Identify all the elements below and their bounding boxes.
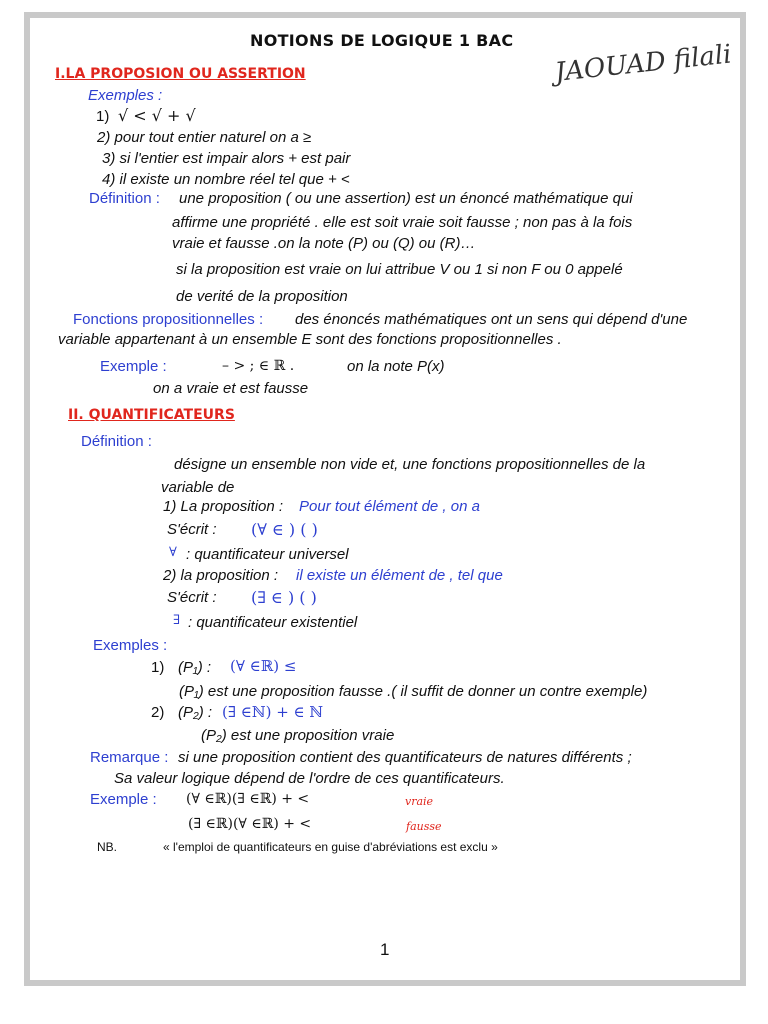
ecrit-1-label: S'écrit : [167, 521, 217, 538]
ecrit-2-math: (∃ ∈ ) ( ) [251, 588, 317, 607]
remarque-label: Remarque : [90, 749, 169, 766]
exemple-final-note-2: fausse [406, 820, 442, 833]
ex-2-2-prop: (P₂) : [178, 704, 213, 721]
example-3: 3) si l'entier est impair alors + est pair [102, 150, 351, 167]
definition-line-3: vraie et fausse .on la note (P) ou (Q) ou (R)… [172, 235, 476, 252]
section-1-heading: I.LA PROPOSION OU ASSERTION [55, 66, 306, 82]
prop-1-text: Pour tout élément de , on a [299, 498, 480, 515]
exists-description: : quantificateur existentiel [188, 614, 358, 631]
example-1-number: 1) [96, 108, 110, 125]
exemple-final-note-1: vraie [405, 795, 434, 808]
ex-2-1-math: (∀ ∈ℝ) ≤ [230, 657, 297, 675]
definition-line-1: une proposition ( ou une assertion) est un énoncé mathématique qui [179, 190, 633, 207]
ex-2-2-comment: (P₂) est une proposition vraie [201, 727, 395, 744]
definition-line-5: de verité de la proposition [176, 288, 348, 305]
ecrit-2-label: S'écrit : [167, 589, 217, 606]
example-label: Exemple : [100, 358, 167, 375]
fonctions-prop-line-1: des énoncés mathématiques ont un sens qui dépend d'une [295, 311, 688, 328]
example-line-2: on a vraie et est fausse [153, 380, 309, 397]
forall-description: : quantificateur universel [186, 546, 349, 563]
ex-2-1-prop: (P₁) : [178, 659, 212, 676]
examples-2-label: Exemples : [93, 637, 168, 654]
prop-1-prefix: 1) La proposition : [163, 498, 284, 515]
example-1-math: √ < √ + √ [118, 106, 196, 125]
example-2: 2) pour tout entier naturel on a ≥ [97, 129, 312, 146]
ecrit-1-math: (∀ ∈ ) ( ) [251, 520, 318, 539]
nb-label: NB. [97, 840, 118, 854]
ex-2-1-comment: (P₁) est une proposition fausse .( il suffit de donner un contre exemple) [179, 683, 648, 700]
example-math: – > ; ∈ ℝ . [222, 358, 295, 374]
page-number: 1 [380, 940, 390, 959]
author-signature: JAOUAD filali [553, 39, 733, 88]
definition-line-4: si la proposition est vraie on lui attribue V ou 1 si non F ou 0 appelé [176, 261, 623, 278]
example-4: 4) il existe un nombre réel tel que + < [102, 171, 350, 188]
definition-2-line-1: désigne un ensemble non vide et, une fonctions propositionnelles de la [174, 456, 646, 473]
definition-label: Définition : [89, 190, 160, 207]
prop-2-prefix: 2) la proposition : [163, 567, 279, 584]
ex-2-1-number: 1) [151, 659, 165, 676]
ex-2-2-number: 2) [151, 704, 165, 721]
definition-2-line-2: variable de [161, 479, 235, 496]
remarque-line-2: Sa valeur logique dépend de l'ordre de ces quantificateurs. [114, 770, 505, 787]
page-title: NOTIONS DE LOGIQUE 1 BAC [250, 31, 514, 50]
exists-symbol: ∃ [173, 613, 181, 628]
exemple-final-math-2: (∃ ∈ℝ)(∀ ∈ℝ) + < [188, 816, 312, 832]
example-note: on la note P(x) [347, 358, 445, 375]
nb-text: « l'emploi de quantificateurs en guise d'abréviations est exclu » [163, 840, 498, 854]
exemple-final-math-1: (∀ ∈ℝ)(∃ ∈ℝ) + < [186, 791, 310, 807]
definition-2-label: Définition : [81, 433, 152, 450]
exemple-final-label: Exemple : [90, 791, 157, 808]
section-2-heading: II. QUANTIFICATEURS [68, 407, 235, 423]
fonctions-prop-line-2: variable appartenant à un ensemble E sont des fonctions propositionnelles . [58, 331, 562, 348]
prop-2-text: il existe un élément de , tel que [296, 567, 503, 584]
examples-label: Exemples : [88, 87, 163, 104]
fonctions-prop-label: Fonctions propositionnelles : [73, 311, 264, 328]
forall-symbol: ∀ [169, 545, 177, 560]
remarque-line-1: si une proposition contient des quantificateurs de natures différents ; [178, 749, 632, 766]
ex-2-2-math: (∃ ∈ℕ) + ∈ ℕ [222, 703, 324, 721]
definition-line-2: affirme une propriété . elle est soit vraie soit fausse ; non pas à la fois [172, 214, 633, 231]
